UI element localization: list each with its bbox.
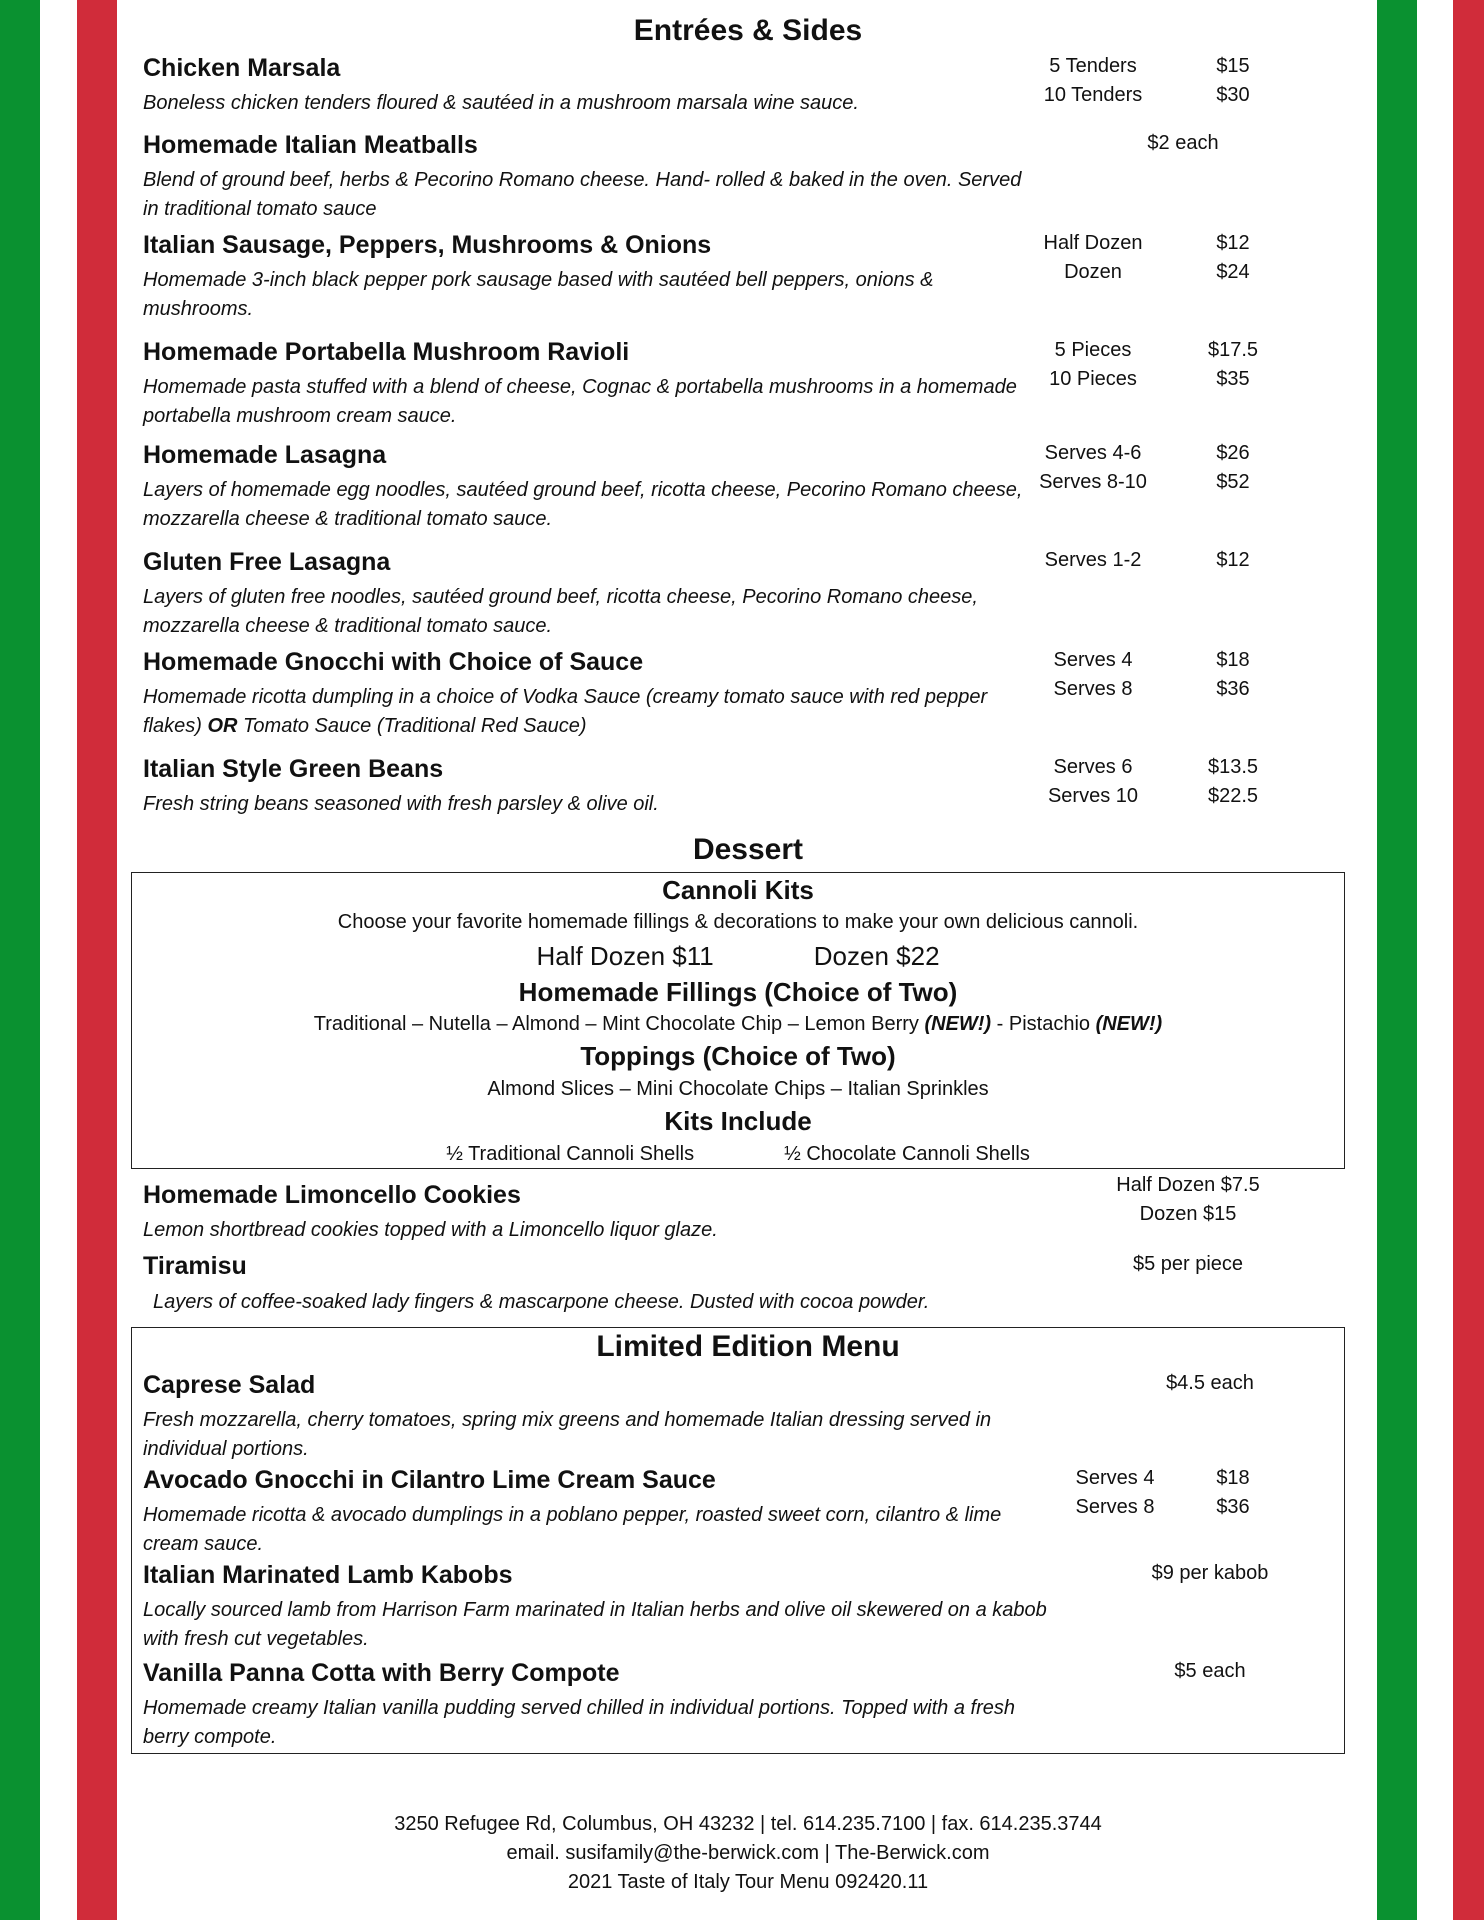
include-title: Kits Include bbox=[664, 1106, 812, 1136]
footer bbox=[143, 1810, 1353, 1897]
right-green-stripe bbox=[1377, 0, 1417, 1920]
price-col: $2 each bbox=[1147, 132, 1219, 154]
item-name: Homemade Limoncello Cookies bbox=[143, 1181, 521, 1209]
cannoli-prices: Half Dozen $11 Dozen $22 bbox=[536, 941, 940, 971]
item-desc: Homemade 3-inch black pepper pork sausage based with sautéed bell peppers, onions & mushrooms. bbox=[143, 269, 934, 320]
item-desc: Boneless chicken tenders floured & sautéed in a mushroom marsala wine sauce. bbox=[143, 92, 859, 114]
right-red-stripe bbox=[1453, 0, 1484, 1920]
price-col: $17.5 $35 bbox=[1207, 339, 1259, 390]
item-name: Tiramisu bbox=[143, 1252, 247, 1280]
include-list: ½ Traditional Cannoli Shells ½ Chocolate Cannoli Shells bbox=[446, 1143, 1030, 1165]
dessert-title: Dessert bbox=[692, 833, 804, 866]
size-col: 5 Pieces 10 Pieces bbox=[1049, 339, 1137, 390]
toppings-list: Almond Slices – Mini Chocolate Chips – Italian Sprinkles bbox=[487, 1078, 989, 1100]
size-col: Half Dozen Dozen bbox=[1043, 232, 1143, 283]
item-name: Homemade Lasagna bbox=[143, 441, 387, 469]
cannoli-title: Cannoli Kits bbox=[662, 875, 814, 905]
item-name: Italian Marinated Lamb Kabobs bbox=[143, 1561, 513, 1589]
item-name: Avocado Gnocchi in Cilantro Lime Cream Sauce bbox=[143, 1466, 716, 1494]
size-col: Serves 4 Serves 8 bbox=[1075, 1467, 1155, 1518]
size-col: 5 Tenders 10 Tenders bbox=[1043, 55, 1143, 106]
price-col: $18 $36 bbox=[1216, 649, 1250, 700]
item-name: Homemade Gnocchi with Choice of Sauce bbox=[143, 648, 644, 676]
item-name: Italian Style Green Beans bbox=[143, 755, 444, 783]
item-name: Gluten Free Lasagna bbox=[143, 548, 391, 576]
item-desc: Fresh mozzarella, cherry tomatoes, spring mix greens and homemade Italian dressing served in individual portions. bbox=[143, 1409, 992, 1460]
item-name: Homemade Portabella Mushroom Ravioli bbox=[143, 338, 630, 366]
price-col: $5 per piece bbox=[1132, 1253, 1244, 1275]
item-name: Caprese Salad bbox=[143, 1371, 316, 1399]
item-name: Homemade Italian Meatballs bbox=[143, 131, 478, 159]
price-col: $18 $36 bbox=[1216, 1467, 1250, 1518]
price-col: $26 $52 bbox=[1216, 442, 1250, 493]
limited-title: Limited Edition Menu bbox=[596, 1330, 900, 1363]
size-col: Serves 1-2 bbox=[1044, 549, 1142, 571]
item-desc: Blend of ground beef, herbs & Pecorino Romano cheese. Hand- rolled & baked in the oven. Served in traditional tomato sauce bbox=[143, 169, 1022, 220]
left-red-stripe bbox=[77, 0, 117, 1920]
price-col: $4.5 each bbox=[1166, 1372, 1254, 1394]
price-col: $9 per kabob bbox=[1151, 1562, 1269, 1584]
item-desc: Homemade pasta stuffed with a blend of cheese, Cognac & portabella mushrooms in a homemade portabella mushroom cream sauce. bbox=[143, 376, 1017, 427]
toppings-title: Toppings (Choice of Two) bbox=[580, 1041, 896, 1071]
item-name: Chicken Marsala bbox=[143, 54, 341, 82]
footer-address: 3250 Refugee Rd, Columbus, OH 43232 | tel. 614.235.7100 | fax. 614.235.3744 bbox=[394, 1813, 1102, 1835]
item-desc: Homemade creamy Italian vanilla pudding served chilled in individual portions. Topped with a fresh berry compote. bbox=[143, 1697, 1015, 1748]
price-col: Half Dozen $7.5 Dozen $15 bbox=[1116, 1174, 1260, 1225]
item-desc: Locally sourced lamb from Harrison Farm marinated in Italian herbs and olive oil skewered on a kabob with fresh cut vegetables. bbox=[143, 1599, 1047, 1650]
item-name: Italian Sausage, Peppers, Mushrooms & Onions bbox=[143, 231, 712, 259]
fillings-title: Homemade Fillings (Choice of Two) bbox=[518, 977, 958, 1007]
entrees-title: Entrées & Sides bbox=[633, 14, 863, 47]
item-desc: Lemon shortbread cookies topped with a Limoncello liquor glaze. bbox=[143, 1219, 718, 1241]
size-col: Serves 6 Serves 10 bbox=[1047, 756, 1139, 807]
item-desc: Layers of coffee-soaked lady fingers & mascarpone cheese. Dusted with cocoa powder. bbox=[153, 1291, 930, 1313]
cannoli-kits-box bbox=[131, 872, 1345, 1169]
price-col: $12 $24 bbox=[1216, 232, 1250, 283]
price-col: $12 bbox=[1216, 549, 1250, 571]
item-desc: Homemade ricotta & avocado dumplings in a poblano pepper, roasted sweet corn, cilantro & lime cream sauce. bbox=[143, 1504, 1002, 1555]
fillings-list: Traditional – Nutella – Almond – Mint Chocolate Chip – Lemon Berry (NEW!) - Pistachio (NEW!) bbox=[313, 1013, 1163, 1035]
cannoli-intro: Choose your favorite homemade fillings & decorations to make your own delicious cannoli. bbox=[337, 911, 1139, 933]
item-name: Vanilla Panna Cotta with Berry Compote bbox=[143, 1659, 620, 1687]
footer-email: email. susifamily@the-berwick.com | The-Berwick.com bbox=[506, 1842, 990, 1864]
item-desc: Layers of gluten free noodles, sautéed ground beef, ricotta cheese, Pecorino Romano cheese, mozzarella cheese & traditional tomato sauce. bbox=[143, 586, 978, 637]
footer-version: 2021 Taste of Italy Tour Menu 092420.11 bbox=[567, 1871, 929, 1893]
size-col: Serves 4-6 Serves 8-10 bbox=[1039, 442, 1147, 493]
price-col: $15 $30 bbox=[1216, 55, 1250, 106]
size-col: Serves 4 Serves 8 bbox=[1053, 649, 1133, 700]
item-desc: Homemade ricotta dumpling in a choice of Vodka Sauce (creamy tomato sauce with red pepper flakes) OR Tomato Sauce (Traditional Red Sauce) bbox=[143, 686, 988, 737]
item-desc: Layers of homemade egg noodles, sautéed ground beef, ricotta cheese, Pecorino Romano cheese, mozzarella cheese & traditional tomato sauce. bbox=[143, 479, 1023, 530]
price-col: $5 each bbox=[1174, 1660, 1246, 1682]
left-green-stripe bbox=[0, 0, 40, 1920]
price-col: $13.5 $22.5 bbox=[1207, 756, 1259, 807]
item-desc: Fresh string beans seasoned with fresh parsley & olive oil. bbox=[143, 793, 659, 815]
